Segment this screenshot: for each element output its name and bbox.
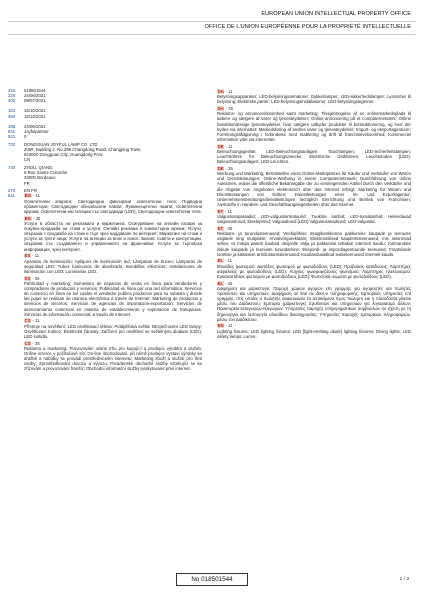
goods-services-text: Осветителни апарати; Светодиодни фиксирани осветителни тела; Подводни прожектори; Светодиодни обезопасени лампи; Луминесцентни лампи; Осветителни крушки; Осветителни инсталации със светодиоди (LED); Светодиодни осветителни тела.	[24, 198, 202, 214]
goods-services-text: Publicidad y marketing; Suministro de espacios de venta en línea para vendedores y compradores de productos y servicios; Publicidad en línea por una red informática; Servicios de comercio en línea en los cuales el vendedor publica productos para su subasta y donde las pujas se realizan de manera electrónica a través de Internet; Marketing de productos y servicios de terceros; Servicios de agencias de importación-exportación; Servicios de asesoramiento comercial en materia de establecimiento y explotación de franquicias; Servicios de información comercial, a través de Internet.	[24, 280, 202, 317]
field-740-representative: 740 ZHOU, QIANG 6 Rue Sainte Colombe 33000 Bordeaux FR	[8, 165, 202, 186]
language-tag: CS	[24, 340, 31, 346]
language-tag: BG	[24, 193, 32, 199]
header-divider	[8, 34, 415, 35]
field-186: 186 24/06/2031	[8, 124, 202, 129]
language-tag: DA	[217, 89, 224, 94]
field-521-value: 0	[24, 134, 27, 140]
expiry-date: 24/06/2031	[24, 123, 46, 129]
language-tag: ET	[217, 225, 224, 231]
language-tag: DE	[217, 165, 224, 171]
field-220: 220 24/06/2021	[8, 93, 202, 98]
field-210: 210 018501544	[8, 88, 202, 93]
goods-services-text: Belysningsapparater; LED-belysningsarmaturer; Dykkerlamper; LED-sikkerhedslamper; Lysstofrør til belysning; Elektriske pærer; LED-belysningsinstallationer; LED-belysningslegemer.	[217, 94, 411, 105]
registration-date: 15/10/2021	[24, 108, 46, 114]
language-tag: EL	[217, 258, 224, 264]
field-511: 511 BG - 11	[8, 193, 40, 199]
header-title-en: EUROPEAN UNION INTELLECTUAL PROPERTY OFFICE	[261, 11, 411, 17]
field-732-owner: 732 DONGGUAN JOYFUL LAMP CO. LTD 206#, Building 2, No.296 Changdong Road, Changping Town, 523000 Dongguan City, Guangdong Prov. CN	[8, 142, 202, 163]
field-521: 521 0	[8, 134, 202, 139]
goods-services-text: Reklame- og annoncevirksomhed samt marketing; Tilvejebringelse af en onlinemarkedsplads til købere og sælgere af varer og tjenesteydelser; Online-annoncering på et computernetværk; Online handelsmæssige tjenesteydelser, hvor sælgere udbyder produkter til bortauktionering, og hvor der bydes via internettet; Markedsføring af andres varer og tjenesteydelser; Import- og eksportagenturer; Forretningsrådgivning i forbindelse med etablering og drift af franchisevirksomhed; Kommerciel information ydet via internettet.	[217, 111, 411, 142]
owner-address-line: 206#, Building 2, No.296 Changdong Road, Changping Town,	[24, 147, 142, 152]
representative-address-line: 6 Rue Sainte Colombe	[24, 170, 68, 176]
language-tag: EL	[217, 280, 224, 286]
language-tag: DA	[217, 106, 224, 112]
goods-services-text: Valgustusaparaadid; LED-valgustiarmatuurid; Tuukrite lambid; LED-turvalambid; Helendavad valgustustorud; Elektripirnid; Valgusdioodi [LED] valgustusseadmed; LED-valgustid.	[217, 213, 411, 225]
application-number: 018501544	[24, 88, 46, 93]
goods-services-text: Beleuchtungsgeräte; LED-Beleuchtungsanlagen; Tauchlampen; LED-Sicherheitslampen; Leuchtröhren für Beleuchtungszwecke; Elektrische Glühbirnen; Leuchtdioden [LED]-Beleuchtungsanlagen; LED-Leuchten.	[217, 148, 411, 165]
language-tag: ES	[24, 253, 31, 259]
language-tag: ES	[24, 275, 31, 281]
goods-services-text: Přístroje na osvětlení; LED osvětlovací tělesa; Potápěčská světla; Bezpečnostní LED lampy; Osvětlovací trubice; Elektrické žárovky; Zařízení pro osvětlení se světelnými diodami (LED); LED svítidla.	[24, 323, 202, 339]
representative-address-line: 33000 Bordeaux	[24, 175, 56, 181]
language-tag: DE	[217, 143, 224, 149]
language-tag: CS	[24, 318, 31, 324]
field-400: 400 08/07/2021	[8, 98, 202, 103]
goods-services-text: Werbung und Marketing; Bereitstellen eines Online-Marktplatzes für Käufer und Verkäufer von Waren und Dienstleistungen; Online-Werbung in einem Computernetzwerk; Durchführung von online Auktionen, wobei die öffentliche Bekanntgabe der zu versteigernden Artikel durch den Verkäufer und die Abgabe von Angeboten elektronisch über das Internet erfolgt; Marketing für Waren und Dienstleistungen von Dritten; Dienstleistungen einer Im- und Exportagentur; Unternehmensberatungsdienstleistungen bezüglich Einrichtung und Betrieb von Franchisen; Auskünfte in Handels- und Geschäftsangelegenheiten über das Internet.	[217, 171, 411, 208]
header-title-fr: OFFICE DE L'UNION EUROPÉENNE POUR LA PROPRIÉTÉ INTELLECTUELLE	[204, 24, 411, 30]
goods-services-text: Μονάδες φωτισμού; Διατάξεις φωτισμού με φωτοδιόδους (LED); Προβολείς καταδύσεις; Λαμπτήρες ασφαλείας με φωτοδιόδους (LED); Λυχνίες φωσφοριζόυσες φωτισμού; Λαμπτήρες ηλεκτρισμού; Εγκαταστάσεις φωτισμού με φωτοδιόδους [LED]; Φωτιστικά σώματα με φωτοδιόδους (LED).	[217, 263, 411, 279]
language-tag: BG	[24, 215, 32, 221]
field-151: 151 15/10/2021	[8, 108, 202, 113]
goods-services-text: Услуги в областта на рекламата и маркетинга; Осигуряване на онлайн пазари за покупко-продажба на стоки и услуги; Онлайн реклама в компютърна мрежа; Услуги, свързани с продажба на стоки и търг чрез наддаване по интернет; Маркетинг на стоки и услуги за трети лица; Услуги на агенции за внос и износ; Бизнес съвети и консултации, свързани със създаването и управлението на франчайзи; Услуги за търговска информация, чрез интернет.	[24, 220, 202, 252]
field-270: 270 EN FR	[8, 188, 202, 193]
language-tag: EN	[217, 323, 224, 329]
owner-name: DONGGUAN JOYFUL LAMP CO. LTD	[24, 141, 98, 147]
header-divider	[8, 21, 415, 22]
field-450: 450 18/10/2021	[8, 114, 202, 119]
registration-publication-date: 18/10/2021	[24, 113, 46, 119]
representative-country: FR	[24, 180, 30, 186]
representative-name: ZHOU, QIANG	[24, 165, 53, 171]
language-tag: ET	[217, 208, 224, 214]
filing-date: 24/06/2021	[24, 93, 46, 99]
header-fr-row	[0, 23, 423, 33]
languages: EN FR	[24, 188, 37, 194]
document-number: No 018501544	[191, 576, 233, 583]
goods-services-text: Διαφήμιση και μάρκετινγκ; Παροχή χώρων αγορών επί γραμμής για αγοραστές και πωλητές προϊόντων και υπηρεσιών; Διαφήμιση on line σε δίκτυο πληροφορικής; Εμπορικές υπηρεσίες επί γραμμής, στις οποίες ο πωλητής ανακοινώνει τα αντικείμενα προς πώληση και η πλειοδοσία γίνεται μέσω του Διαδικτύου; Εμπορία (μάρκετινγκ) προϊόντων και υπηρεσιών για λογαριασμό άλλων; Πρακτορεία εισαγωγών-εξαγωγών; Υπηρεσίες παροχής επιχειρηματικών συμβουλών σε σχέση με τη δημιουργία και λειτουργία αλυσίδων δικαιοχρησίας; Υπηρεσίες παροχής εμπορικών πληροφοριών, μέσω του Διαδικτύου.	[217, 285, 411, 322]
document-number-box	[176, 573, 248, 586]
header-en-row	[0, 10, 423, 20]
page-number: 1 / 3	[399, 577, 409, 582]
owner-address-line: 523000 Dongguan City, Guangdong Prov.	[24, 152, 104, 158]
publication-date: 08/07/2021	[24, 98, 46, 104]
owner-country: CN	[24, 157, 31, 163]
left-column: 210 018501544 220 24/06/2021 400 08/07/2021 151 15/10/2021 450 18/10/2021 186 24/06/2031 541 Joyfulpartner 521 0 732 DONGGUAN JOYFUL LAMP CO. LTD 206#, Building 2, No.296 Changdong Road, Changping Town, 523000 Dongguan City, Guangdong Prov. CN 740 ZHOU, QIANG 6 Rue Sainte Colombe 33000 Bordeaux FR 270 EN FR 511 BG - 11 Осветителни апарати; Светодиодни фиксирани осветителни тела; Подводни прожектори; Светодиодни обезопасени лампи; Луминесцентни лампи; Осветителни крушки; Осветителни инсталации със светодиоди (LED); Светодиодни осветителни тела. BG - 35 Услуги в областта на рекламата и маркетинга; Осигуряване на онлайн пазари за покупко-продажба на стоки и услуги; Онлайн реклама в компютърна мрежа; Услуги, свързани с продажба на стоки и търг чрез наддаване по интернет; Маркетинг на стоки и услуги за трети лица; Услуги на агенции за внос и износ; Бизнес съвети и консултации, свързани със създаването и управлението на франчайзи; Услуги за търговска информация, чрез интернет. ES - 11 Aparatos de iluminación; Apliques de iluminación led; Lámparas de buceo; Lámparas de seguridad LED; Tubos luminosos de alumbrado; Bombillas eléctricas; Instalaciones de iluminación con LED; Luminarias LED. ES - 35 Publicidad y marketing; Suministro de espacios de venta en línea para vendedores y compradores de productos y servicios; Publicidad en línea por una red informática; Servicios de comercio en línea en los cuales el vendedor publica productos para su subasta y donde las pujas se realizan de manera electrónica a través de Internet; Marketing de productos y servicios de terceros; Servicios de agencias de importación-exportación; Servicios de asesoramiento comercial en materia de establecimiento y explotación de franquicias; Servicios de información comercial, a través de Internet. CS - 11 Přístroje na osvětlení; LED osvětlovací tělesa; Potápěčská světla; Bezpečnostní LED lampy; Osvětlovací trubice; Elektrické žárovky; Zařízení pro osvětlení se světelnými diodami (LED); LED svítidla. CS - 35 Reklama a marketing; Provozování online trhu pro kupující a prodejce výrobků a služeb; Online inzerce v počítačové síti; On-line obchodování, při němž prodejce vystaví výrobky ke dražbě a nabídky se provádí prostřednictvím internetu; Marketing zboží a služeb pro třetí osoby; Zprostředkování dovozu a vývozu; Poradenské obchodní služby vztahující se ke zřízování a provozování franšíz; Obchodní informační služby poskytované přes internet.	[8, 88, 202, 372]
field-541: 541 Joyfulpartner	[8, 129, 202, 134]
goods-services-text: Reklama a marketing; Provozování online trhu pro kupující a prodejce výrobků a služeb; Online inzerce v počítačové síti; On-line obchodování, při němž prodejce vystaví výrobky ke dražbě a nabídky se provádí prostřednictvím internetu; Marketing zboží a služeb pro třetí osoby; Zprostředkování dovozu a vývozu; Poradenské obchodní služby vztahující se ke zřízování a provozování franšíz; Obchodní informační služby poskytované přes internet.	[24, 345, 202, 372]
goods-services-text: Reklaam- ja turundusteenused; Veebipõhise müügikeskkonna pakkumine kaupade ja teenuste ostjatele ning müüjatele; Arvutivõrgureklaam; Elektroonilised kauplemisteenused, mis seisnevad selles, et müüja paneb kaubad oksjonile välja ja pakkumisi tehakse interneti kaudu; Kolmandate isikute kaupade ja teenuste turundamine; Ekspordi- ja impordiagentuuride teenused; Frantsiiside loomise ja käitamise ärinõustamisteenused; Kaubandusalikud teabeteenused interneti kaudu.	[217, 231, 411, 257]
right-column: DA - 11 Belysningsapparater; LED-belysningsarmaturer; Dykkerlamper; LED-sikkerhedslamper; Lysstofrør til belysning; Elektriske pærer; LED-belysningsinstallationer; LED-belysningslegemer. DA - 35 Reklame- og annoncevirksomhed samt marketing; Tilvejebringelse af en onlinemarkedsplads til købere og sælgere af varer og tjenesteydelser; Online-annoncering på et computernetværk; Online handelsmæssige tjenesteydelser, hvor sælgere udbyder produkter til bortauktionering, og hvor der bydes via internettet; Markedsføring af andres varer og tjenesteydelser; Import- og eksportagenturer; Forretningsrådgivning i forbindelse med etablering og drift af franchisevirksomhed; Kommerciel information ydet via internettet. DE - 11 Beleuchtungsgeräte; LED-Beleuchtungsanlagen; Tauchlampen; LED-Sicherheitslampen; Leuchtröhren für Beleuchtungszwecke; Elektrische Glühbirnen; Leuchtdioden [LED]-Beleuchtungsanlagen; LED-Leuchten. DE - 35 Werbung und Marketing; Bereitstellen eines Online-Marktplatzes für Käufer und Verkäufer von Waren und Dienstleistungen; Online-Werbung in einem Computernetzwerk; Durchführung von online Auktionen, wobei die öffentliche Bekanntgabe der zu versteigernden Artikel durch den Verkäufer und die Abgabe von Angeboten elektronisch über das Internet erfolgt; Marketing für Waren und Dienstleistungen von Dritten; Dienstleistungen einer Im- und Exportagentur; Unternehmensberatungsdienstleistungen bezüglich Einrichtung und Betrieb von Franchisen; Auskünfte in Handels- und Geschäftsangelegenheiten über das Internet. ET - 11 Valgustusaparaadid; LED-valgustiarmatuurid; Tuukrite lambid; LED-turvalambid; Helendavad valgustustorud; Elektripirnid; Valgusdioodi [LED] valgustusseadmed; LED-valgustid. ET - 35 Reklaam- ja turundusteenused; Veebipõhise müügikeskkonna pakkumine kaupade ja teenuste ostjatele ning müüjatele; Arvutivõrgureklaam; Elektroonilised kauplemisteenused, mis seisnevad selles, et müüja paneb kaubad oksjonile välja ja pakkumisi tehakse interneti kaudu; Kolmandate isikute kaupade ja teenuste turundamine; Ekspordi- ja impordiagentuuride teenused; Frantsiiside loomise ja käitamise ärinõustamisteenused; Kaubandusalikud teabeteenused interneti kaudu. EL - 11 Μονάδες φωτισμού; Διατάξεις φωτισμού με φωτοδιόδους (LED); Προβολείς καταδύσεις; Λαμπτήρες ασφαλείας με φωτοδιόδους (LED); Λυχνίες φωσφοριζόυσες φωτισμού; Λαμπτήρες ηλεκτρισμού; Εγκαταστάσεις φωτισμού με φωτοδιόδους [LED]; Φωτιστικά σώματα με φωτοδιόδους (LED). EL - 35 Διαφήμιση και μάρκετινγκ; Παροχή χώρων αγορών επί γραμμής για αγοραστές και πωλητές προϊόντων και υπηρεσιών; Διαφήμιση on line σε δίκτυο πληροφορικής; Εμπορικές υπηρεσίες επί γραμμής, στις οποίες ο πωλητής ανακοινώνει τα αντικείμενα προς πώληση και η πλειοδοσία γίνεται μέσω του Διαδικτύου; Εμπορία (μάρκετινγκ) προϊόντων και υπηρεσιών για λογαριασμό άλλων; Πρακτορεία εισαγωγών-εξαγωγών; Υπηρεσίες παροχής επιχειρηματικών συμβουλών σε σχέση με τη δημιουργία και λειτουργία αλυσίδων δικαιοχρησίας; Υπηρεσίες παροχής εμπορικών πληροφοριών, μέσω του Διαδικτύου. EN - 11 Lighting fixtures; LED lighting fixtures; LED [light-emitting diode] lighting fixtures; Diving lights; LED safety lamps; Lumin-	[217, 89, 411, 339]
mark-name: Joyfulpartner	[24, 128, 49, 134]
goods-services-text: Lighting fixtures; LED lighting fixtures; LED [light-emitting diode] lighting fixtures; Diving lights; LED safety lamps; Lumin-	[217, 328, 411, 339]
goods-services-text: Aparatos de iluminación; Apliques de iluminación led; Lámparas de buceo; Lámparas de seguridad LED; Tubos luminosos de alumbrado; Bombillas eléctricas; Instalaciones de iluminación con LED; Luminarias LED.	[24, 258, 202, 274]
